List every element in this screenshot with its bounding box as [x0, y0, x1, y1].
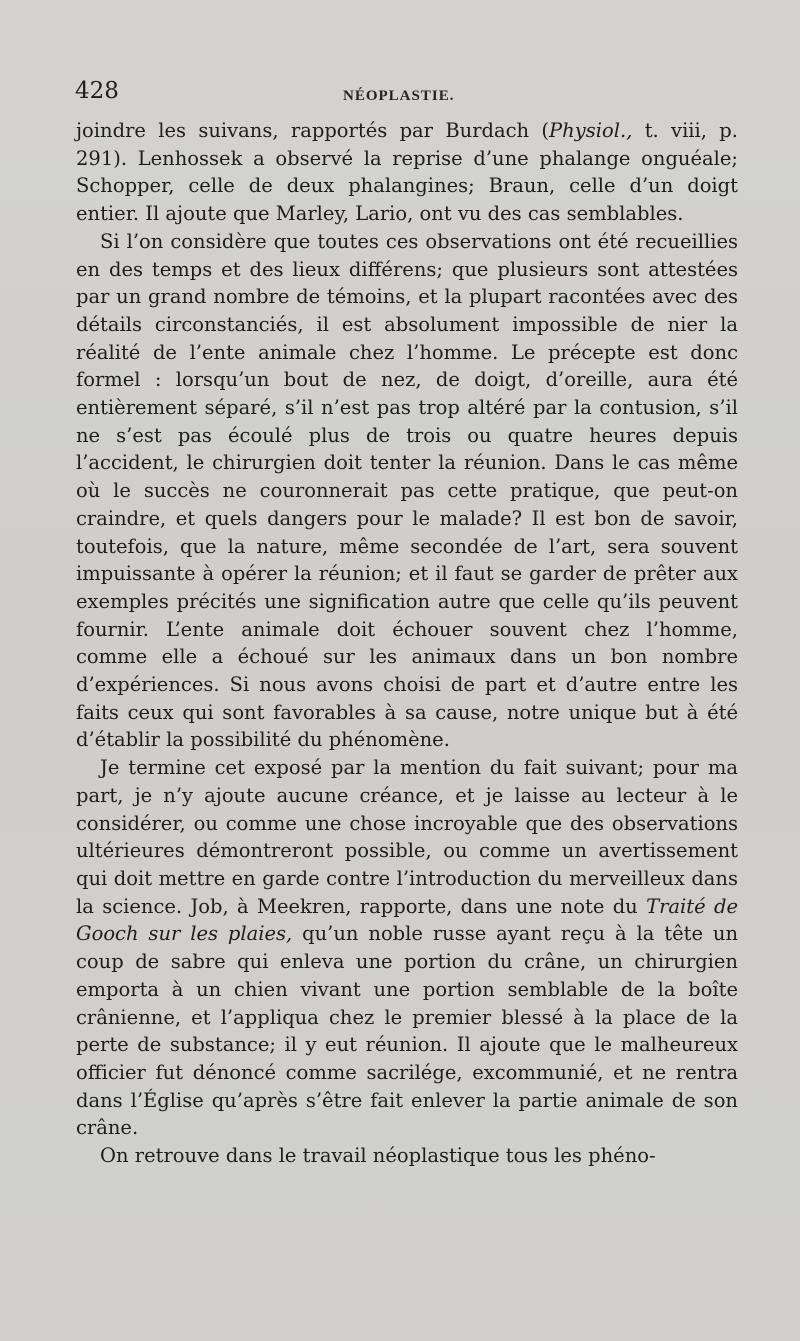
- paragraph-1: [76, 117, 738, 228]
- paragraph-1-citation-italic: Physiol.,: [549, 119, 633, 142]
- paragraph-2: Si l’on considère que toutes ces observations ont été recueillies en des temps et des lieux différens; que plusieurs sont attestées par un grand nombre de témoins, et la plupart racontées avec des détails circonstanciés, il est absolument impossible de nier la réalité de l’ente animale chez l’homme. Le précepte est donc formel : lorsqu’un bout de nez, de doigt, d’oreille, aura été entièrement séparé, s’il n’est pas trop altéré par la contusion, s’il ne s’est pas écoulé plus de trois ou quatre heures depuis l’accident, le chirurgien doit tenter la réunion. Dans le cas même où le succès ne couronnerait pas cette pratique, que peut-on craindre, et quels dangers pour le malade? Il est bon de savoir, toutefois, que la nature, même secondée de l’art, sera souvent impuissante à opérer la réunion; et il faut se garder de prêter aux exemples précités une signification autre que celle qu’ils peuvent fournir. L’ente animale doit échouer souvent chez l’homme, comme elle a échoué sur les animaux dans un bon nombre d’expériences. Si nous avons choisi de part et d’autre entre les faits ceux qui sont favorables à sa cause, notre unique but à été d’établir la possibilité du phénomène.: [76, 229, 738, 752]
- page-number: 428: [75, 78, 119, 104]
- paragraph-3: [76, 754, 738, 1142]
- page-header: [75, 78, 740, 118]
- paragraph-1-text-a: joindre les suivans, rapportés par Burdach (: [76, 119, 550, 142]
- paragraph-3-text-a: Je termine cet exposé par la mention du fait suivant; pour ma part, je n’y ajoute aucune créance, et je laisse au lecteur à le considérer, ou comme une chose incroyable que des observations ultérieures démontreront possible, ou comme un avertissement qui doit mettre en garde contre l’introduction du merveilleux dans la science. Job, à Meekren, rapporte, dans une note du: [76, 756, 738, 918]
- paragraph-4: On retrouve dans le travail néoplastique tous les phéno-: [100, 1144, 656, 1168]
- paragraph-3-title-italic: Traité de Gooch sur les plaies,: [76, 894, 739, 946]
- paragraph-1-text-b: t. viii, p. 291). Lenhossek a observé la reprise d’une phalange onguéale; Schopper, celle de deux phalangines; Braun, celle d’un doigt entier. Il ajoute que Marley, Lario, ont vu des cas semblables.: [76, 119, 738, 226]
- running-title: NÉOPLASTIE.: [343, 88, 455, 104]
- paragraph-3-text-b: qu’un noble russe ayant reçu à la tête un coup de sabre qui enleva une portion du crâne, un chirurgien emporta à un chien vivant une portion semblable de la boîte crânienne, et l’appliqua chez le premier blessé à la place de la perte de substance; il y eut réunion. Il ajoute que le malheureux officier fut dénoncé comme sacrilége, excommunié, et ne rentra dans l’Église qu’après s’être fait enlever la partie animale de son crâne.: [76, 922, 739, 1140]
- body-text: [76, 117, 738, 1170]
